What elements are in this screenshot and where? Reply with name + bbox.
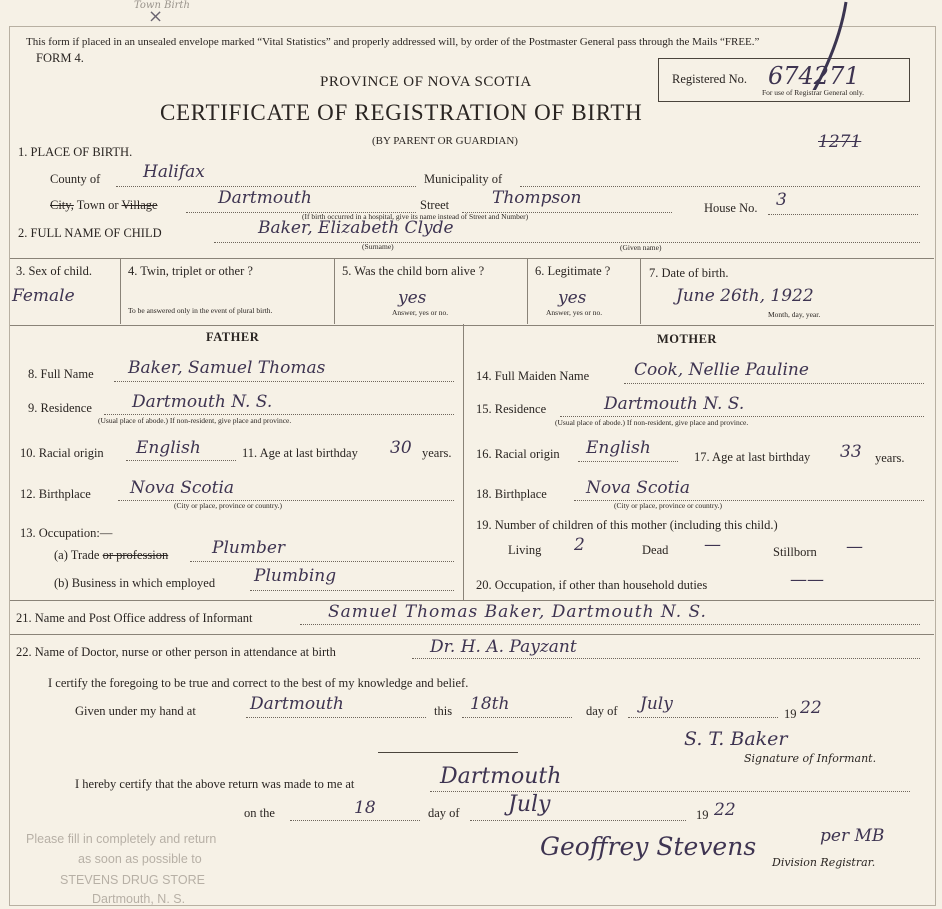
- father-birthplace-label: 12. Birthplace: [20, 487, 91, 501]
- trade-line: [190, 561, 454, 562]
- this-label: this: [434, 704, 453, 718]
- sex-value: Female: [12, 286, 75, 306]
- mother-residence-value: Dartmouth N. S.: [604, 394, 745, 414]
- registrar-day-value: 18: [354, 798, 376, 818]
- doctor-value: Dr. H. A. Payzant: [430, 637, 577, 657]
- father-residence-label: 9. Residence: [28, 401, 92, 415]
- dead-label: Dead: [642, 543, 669, 557]
- divider-3-4: [120, 258, 121, 324]
- legitimate-label: 6. Legitimate ?: [535, 264, 611, 278]
- city-label: City,: [50, 198, 74, 212]
- mother-racial-label: 16. Racial origin: [476, 447, 560, 461]
- trade-label-text: (a) Trade: [54, 548, 100, 562]
- place-of-birth-heading: 1. PLACE OF BIRTH.: [18, 145, 133, 159]
- cert-day-of-label: day of: [586, 704, 618, 718]
- informant-signature-caption: Signature of Informant.: [744, 752, 877, 765]
- mail-notice: This form if placed in an unsealed envelope marked “Vital Statistics” and properly addressed will, by order of the Postmaster General pass through the Mails “FREE.”: [26, 36, 760, 48]
- county-label: County of: [50, 172, 101, 186]
- mother-years-label: years.: [875, 451, 905, 465]
- street-value: Thompson: [492, 188, 582, 208]
- registrar-year-prefix: 19: [696, 808, 709, 822]
- divider-6-7: [640, 258, 641, 324]
- child-name-line: [214, 242, 920, 243]
- father-name-line: [114, 381, 454, 382]
- certification-statement: I certify the foregoing to be true and correct to the best of my knowledge and belief.: [48, 676, 469, 690]
- division-registrar-caption: Division Registrar.: [772, 856, 876, 869]
- parents-center-divider: [463, 324, 464, 600]
- registrar-year-value: 22: [714, 800, 736, 820]
- registrar-day-line: [290, 820, 420, 821]
- old-number: 1271: [818, 132, 862, 152]
- father-racial-line: [126, 460, 236, 461]
- stamp-line-4: Dartmouth, N. S.: [92, 892, 186, 906]
- informant-label: 21. Name and Post Office address of Informant: [16, 611, 253, 625]
- living-label: Living: [508, 543, 542, 557]
- father-residence-line: [104, 414, 454, 415]
- cert-month-value: July: [640, 694, 673, 714]
- certificate-title: CERTIFICATE OF REGISTRATION OF BIRTH: [160, 100, 643, 125]
- business-line: [250, 590, 454, 591]
- street-note: (If birth occurred in a hospital, give its name instead of Street and Number): [302, 212, 529, 221]
- municipality-label: Municipality of: [424, 172, 503, 186]
- birth-date-label: 7. Date of birth.: [649, 266, 729, 280]
- business-label: (b) Business in which employed: [54, 576, 216, 590]
- street-label: Street: [420, 198, 450, 212]
- mother-occupation-label: 20. Occupation, if other than household duties: [476, 578, 708, 592]
- stillborn-label: Stillborn: [773, 545, 817, 559]
- mother-birthplace-value: Nova Scotia: [586, 478, 691, 498]
- registrar-month-value: July: [508, 792, 551, 817]
- given-place-value: Dartmouth: [250, 694, 344, 714]
- registered-number: 674271: [768, 62, 860, 90]
- province-heading: PROVINCE OF NOVA SCOTIA: [320, 74, 532, 90]
- father-racial-value: English: [136, 438, 201, 458]
- given-name-caption: (Given name): [620, 243, 662, 252]
- business-value: Plumbing: [254, 566, 337, 586]
- father-occupation-label: 13. Occupation:—: [20, 526, 113, 540]
- legitimate-value: yes: [558, 288, 587, 308]
- pencil-note: Town Birth: [134, 0, 190, 11]
- registrar-day-of-label: day of: [428, 806, 460, 820]
- mother-racial-line: [578, 461, 678, 462]
- stamp-line-3: STEVENS DRUG STORE: [60, 873, 205, 887]
- registered-label: Registered No.: [672, 72, 747, 86]
- father-residence-value: Dartmouth N. S.: [132, 392, 273, 412]
- mother-age-value: 33: [840, 442, 862, 462]
- father-name-value: Baker, Samuel Thomas: [128, 358, 326, 378]
- stillborn-value: —: [846, 537, 863, 557]
- house-label: House No.: [704, 201, 758, 215]
- sex-label: 3. Sex of child.: [16, 264, 93, 278]
- pen-slash-mark: [780, 0, 860, 90]
- parents-bottom-border: [10, 600, 934, 601]
- child-name-label: 2. FULL NAME OF CHILD: [18, 226, 162, 240]
- mother-age-label: 17. Age at last birthday: [694, 450, 811, 464]
- cert-year-prefix: 19: [784, 707, 797, 721]
- father-birthplace-line: [118, 500, 454, 501]
- mother-occupation-value: ——: [790, 570, 824, 590]
- alive-note: Answer, yes or no.: [392, 308, 449, 317]
- county-line: [116, 186, 416, 187]
- given-place-line: [246, 717, 426, 718]
- cert-month-line: [628, 717, 778, 718]
- on-the-label: on the: [244, 806, 275, 820]
- registrar-use-note: For use of Registrar General only.: [762, 88, 864, 97]
- birth-date-note: Month, day, year.: [768, 310, 821, 319]
- village-label: Village: [121, 198, 158, 212]
- pencil-mark: ×: [148, 6, 164, 27]
- father-name-label: 8. Full Name: [28, 367, 94, 381]
- cert-day-line: [462, 717, 572, 718]
- mother-name-line: [624, 383, 924, 384]
- mother-birthplace-note: (City or place, province or country.): [614, 501, 723, 510]
- father-birthplace-value: Nova Scotia: [130, 478, 235, 498]
- twin-note: To be answered only in the event of plural birth.: [128, 306, 273, 315]
- informant-value: Samuel Thomas Baker, Dartmouth N. S.: [328, 602, 707, 622]
- registrar-statement: I hereby certify that the above return was made to me at: [75, 777, 355, 791]
- trade-label: [54, 548, 168, 563]
- surname-caption: (Surname): [362, 242, 394, 251]
- living-value: 2: [574, 535, 585, 555]
- mother-residence-note: (Usual place of abode.) If non-resident, give place and province.: [555, 418, 749, 427]
- divider-5-6: [527, 258, 528, 324]
- mother-name-value: Cook, Nellie Pauline: [634, 360, 809, 380]
- house-value: 3: [776, 190, 787, 210]
- alive-label: 5. Was the child born alive ?: [342, 264, 485, 278]
- father-residence-note: (Usual place of abode.) If non-resident, give place and province.: [98, 416, 292, 425]
- father-years-label: years.: [422, 446, 452, 460]
- registrar-place-line: [430, 791, 910, 792]
- mother-residence-label: 15. Residence: [476, 402, 547, 416]
- cert-year-value: 22: [800, 698, 822, 718]
- mother-racial-value: English: [586, 438, 651, 458]
- registrar-signature: Geoffrey Stevens: [540, 832, 757, 861]
- cert-day-value: 18th: [470, 694, 510, 714]
- registrar-signature-suffix: per MB: [820, 826, 885, 846]
- certificate-subtitle: (BY PARENT OR GUARDIAN): [372, 135, 518, 147]
- alive-value: yes: [398, 288, 427, 308]
- city-town-label: [50, 198, 158, 213]
- given-under-label: Given under my hand at: [75, 704, 196, 718]
- mother-heading: MOTHER: [657, 332, 717, 346]
- profession-label: or profession: [102, 548, 169, 562]
- municipality-line: [520, 186, 920, 187]
- mother-name-label: 14. Full Maiden Name: [476, 369, 590, 383]
- father-birthplace-note: (City or place, province or country.): [174, 501, 283, 510]
- county-value: Halifax: [143, 162, 205, 182]
- children-count-label: 19. Number of children of this mother (including this child.): [476, 518, 778, 532]
- dead-value: —: [704, 535, 721, 555]
- child-name-value: Baker, Elizabeth Clyde: [258, 218, 454, 238]
- doctor-line: [412, 658, 920, 659]
- town-label: Town or: [76, 198, 119, 212]
- father-racial-label: 10. Racial origin: [20, 446, 104, 460]
- registrar-month-line: [470, 820, 686, 821]
- doctor-label: 22. Name of Doctor, nurse or other person in attendance at birth: [16, 645, 336, 659]
- birth-date-value: June 26th, 1922: [676, 286, 814, 306]
- twin-label: 4. Twin, triplet or other ?: [128, 264, 253, 278]
- informant-signature: S. T. Baker: [684, 728, 788, 750]
- stamp-line-2: as soon as possible to: [78, 852, 202, 866]
- informant-line: [300, 624, 920, 625]
- father-age-value: 30: [390, 438, 412, 458]
- divider-4-5: [334, 258, 335, 324]
- legitimate-note: Answer, yes or no.: [546, 308, 603, 317]
- town-value: Dartmouth: [218, 188, 312, 208]
- registrar-place-value: Dartmouth: [440, 764, 562, 789]
- mother-birthplace-label: 18. Birthplace: [476, 487, 547, 501]
- mother-residence-line: [560, 416, 924, 417]
- informant-bottom-border: [10, 634, 934, 635]
- father-heading: FATHER: [206, 330, 260, 344]
- trade-value: Plumber: [212, 538, 286, 558]
- stamp-line-1: Please fill in completely and return: [26, 832, 217, 846]
- form-number: FORM 4.: [36, 51, 84, 65]
- separator-rule: [378, 752, 518, 753]
- father-age-label: 11. Age at last birthday: [242, 446, 358, 460]
- house-line: [768, 214, 918, 215]
